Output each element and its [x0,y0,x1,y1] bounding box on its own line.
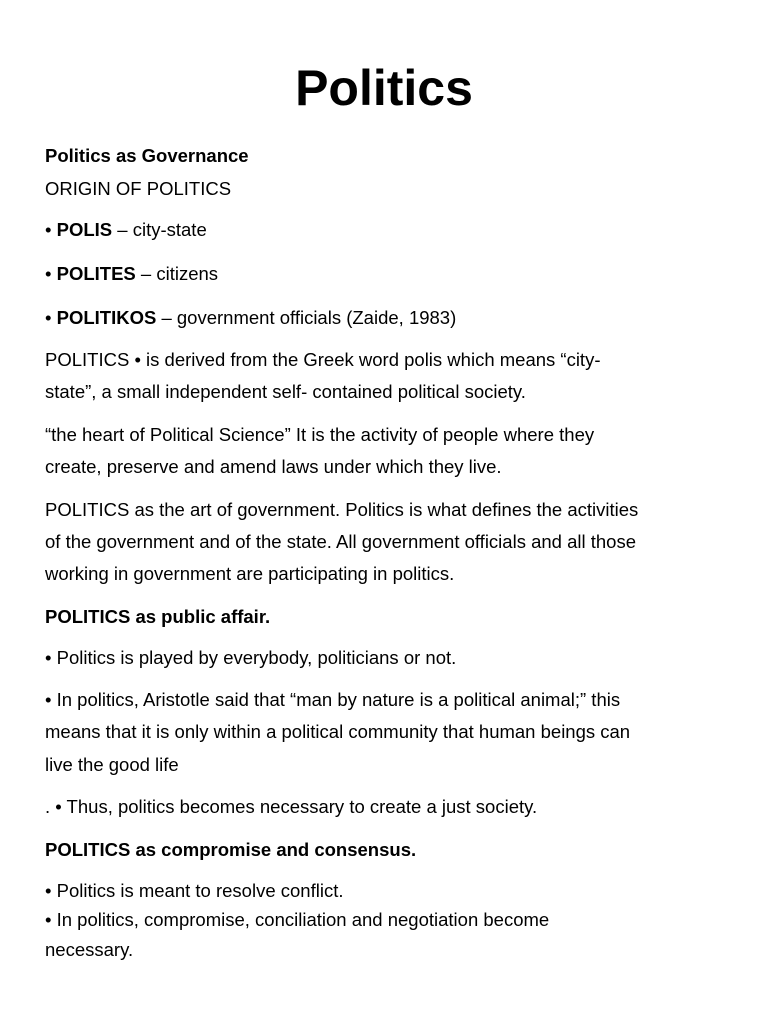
paragraph-line: • Politics is meant to resolve conflict. [45,880,344,901]
list-item-politikos: • POLITIKOS – government officials (Zaide, 1983) [45,307,457,328]
paragraph-line: “the heart of Political Science” It is the activity of people where they [45,424,595,445]
paragraph-line: of the government and of the state. All government officials and all those [45,531,636,552]
heading-public-affair: POLITICS as public affair. [45,606,271,627]
paragraph-line: • In politics, Aristotle said that “man by nature is a political animal;” this [45,689,621,710]
paragraph-line: create, preserve and amend laws under which they live. [45,456,502,477]
origin-heading: ORIGIN OF POLITICS [45,178,232,199]
paragraph-line: • In politics, compromise, conciliation and negotiation become [45,909,550,930]
paragraph-line: state”, a small independent self- contained political society. [45,381,526,402]
paragraph-line: means that it is only within a political community that human beings can [45,721,631,742]
heading-politics-as-governance: Politics as Governance [45,145,249,166]
heading-compromise-consensus: POLITICS as compromise and consensus. [45,839,417,860]
page-title: Politics [295,60,473,116]
paragraph-line: working in government are participating in politics. [45,563,455,584]
list-item-polites: • POLITES – citizens [45,263,219,284]
paragraph-line: POLITICS • is derived from the Greek word polis which means “city- [45,349,601,370]
paragraph-line: live the good life [45,754,179,775]
paragraph-line: • Politics is played by everybody, politicians or not. [45,647,457,668]
list-item-polis: • POLIS – city-state [45,219,207,240]
paragraph-line: POLITICS as the art of government. Politics is what defines the activities [45,499,639,520]
paragraph-line: . • Thus, politics becomes necessary to create a just society. [45,796,538,817]
paragraph-line: necessary. [45,939,134,960]
